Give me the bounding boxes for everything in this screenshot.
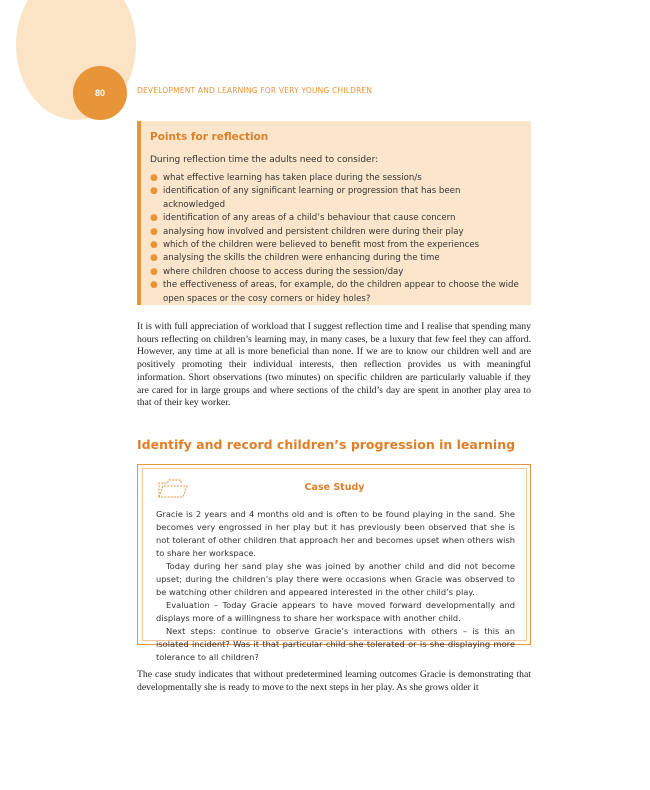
running-head: DEVELOPMENT AND LEARNING FOR VERY YOUNG CHILDREN <box>137 86 373 95</box>
list-item: ● the effectiveness of areas, for example, do the children appear to choose the wide open spaces or the cosy corners or hidey holes? <box>150 280 519 304</box>
case-study-title: Case Study <box>304 482 365 493</box>
bullet-icon: ● <box>150 253 158 264</box>
reflection-box <box>137 121 531 305</box>
case-study-box <box>137 464 531 662</box>
list-item: ● what effective learning has taken place during the session/s <box>150 172 521 185</box>
bullet-icon: ● <box>150 280 158 291</box>
body-paragraph: It is with full appreciation of workload that I suggest reflection time and I realise that spending many hours reflecting on children’s learning may, in many cases, be a luxury that few feel they can afford. However, any time at all is more beneficial than none. If we are to know our children well and are positively promoting their individual interests, then reflection provides us with meaningful information. Short observations (two minutes) on specific children are particularly valuable if they are cared for in large groups and where sections of the child’s day are spent in another play area to that of their key worker. <box>137 321 531 409</box>
section-heading: Identify and record children’s progression in learning <box>137 437 516 452</box>
bullet-icon: ● <box>150 213 158 224</box>
bullet-icon: ● <box>150 266 158 277</box>
page-number: 80 <box>73 66 127 120</box>
reflection-intro: During reflection time the adults need to consider: <box>150 155 379 165</box>
body-paragraph: The case study indicates that without predetermined learning outcomes Gracie is demonstrating that developmentally she is ready to move to the next steps in her play. As she grows older it <box>137 669 531 693</box>
case-study-body <box>156 508 515 664</box>
case-study-paragraph: Evaluation – Today Gracie appears to have moved forward developmentally and displays more of a willingness to share her workspace with another child. <box>156 600 515 623</box>
list-item: ● where children choose to access during the session/day <box>150 266 521 279</box>
case-study-paragraph: Today during her sand play she was joined by another child and did not become upset; during the children’s play there were occasions when Gracie was observed to be watching other children and appeared interested in the other child’s play. <box>156 561 515 597</box>
bullet-icon: ● <box>150 226 158 237</box>
bullet-icon: ● <box>150 173 158 183</box>
list-item: ● analysing how involved and persistent children were during their play <box>150 226 521 239</box>
reflection-list <box>150 172 521 306</box>
reflection-title: Points for reflection <box>150 131 269 143</box>
bullet-icon: ● <box>150 186 158 197</box>
case-study-paragraph: Next steps: continue to observe Gracie’s interactions with others – is this an isolated incident? Was it that particular child she tolerated or is she displaying more tolerance to all children? <box>156 626 515 662</box>
case-study-paragraph: Gracie is 2 years and 4 months old and is often to be found playing in the sand. She becomes very engrossed in her play but it has previously been observed that she is not tolerant of other children that approach her and becomes upset when others wish to share her workspace. <box>156 509 515 558</box>
list-item: ● identification of any areas of a child’s behaviour that cause concern <box>150 212 521 225</box>
list-item: ● which of the children were believed to benefit most from the experiences <box>150 239 521 252</box>
bullet-icon: ● <box>150 240 158 251</box>
list-item: ● analysing the skills the children were enhancing during the time <box>150 252 521 265</box>
list-item: ● identification of any significant learning or progression that has been acknowledged <box>150 186 461 210</box>
